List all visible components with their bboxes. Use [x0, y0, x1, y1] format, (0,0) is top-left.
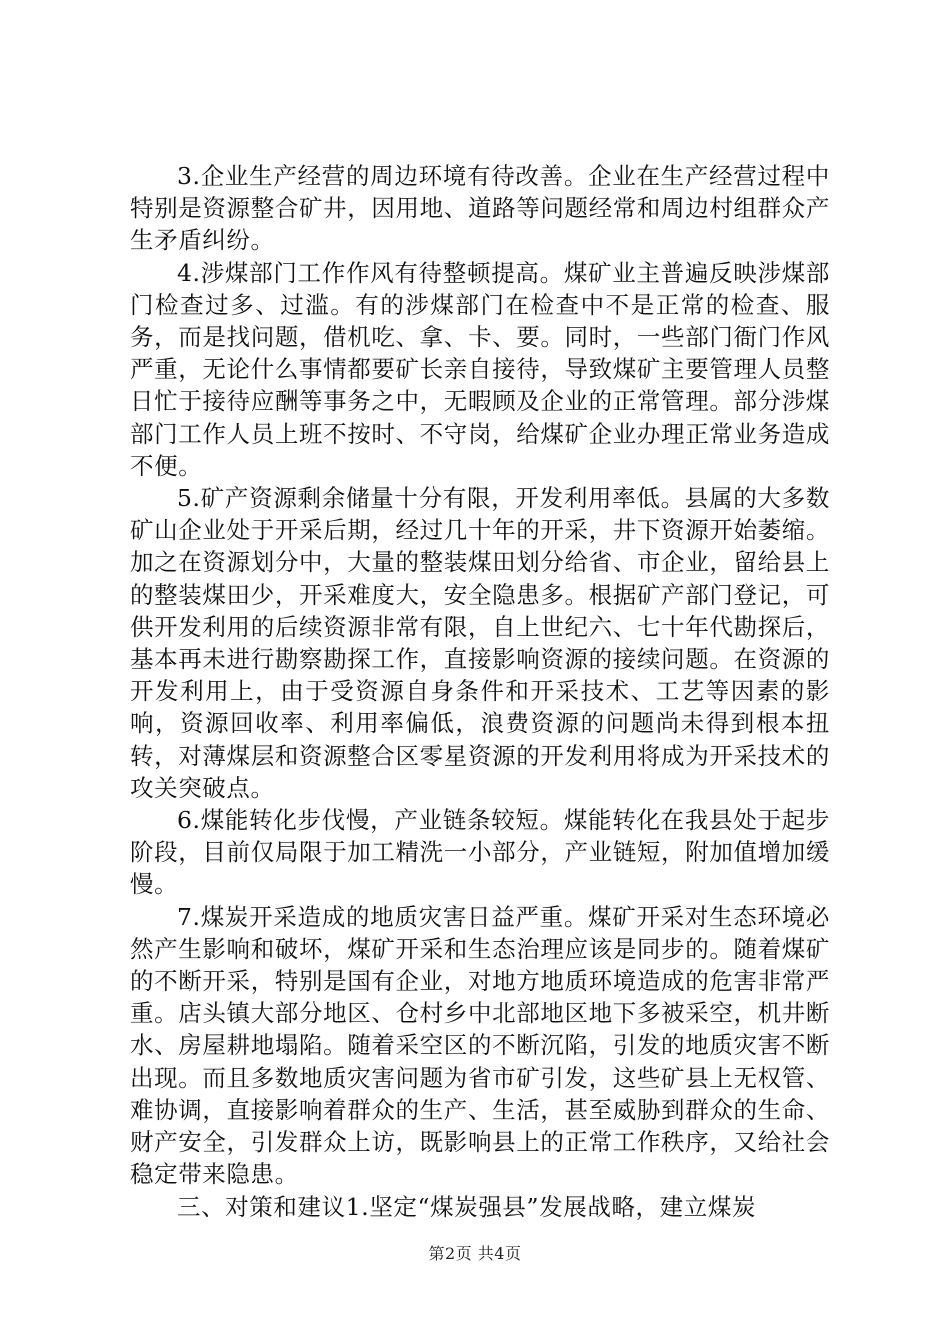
paragraph-section-3: 三、对策和建议1.坚定“煤炭强县”发展战略，建立煤炭 [177, 1192, 757, 1221]
paragraph-6: 6.煤能转化步伐慢，产业链条较短。煤能转化在我县处于起步阶段，目前仅局限于加工精洗一小部分，产业链短，附加值增加缓慢。 [130, 806, 830, 899]
page-footer: 第2页 共4页 [428, 1244, 522, 1263]
paragraph-3: 3.企业生产经营的周边环境有待改善。企业在生产经营过程中特别是资源整合矿井，因用地、道路等问题经常和周边村组群众产生矛盾纠纷。 [130, 162, 830, 255]
paragraph-5: 5.矿产资源剩余储量十分有限，开发利用率低。县属的大多数矿山企业处于开采后期，经过几十年的开采，井下资源开始萎缩。加之在资源划分中，大量的整装煤田划分给省、市企业，留给县上的整装煤田少，开采难度大，安全隐患多。根据矿产部门登记，可供开发利用的后续资源非常有限，自上世纪六、七十年代勘探后，基本再未进行勘察勘探工作，直接影响资源的接续问题。在资源的开发利用上，由于受资源自身条件和开采技术、工艺等因素的影响，资源回收率、利用率偏低，浪费资源的问题尚未得到根本扭转，对薄煤层和资源整合区零星资源的开发利用将成为开采技术的攻关突破点。 [130, 484, 830, 802]
paragraph-4: 4.涉煤部门工作作风有待整顿提高。煤矿业主普遍反映涉煤部门检查过多、过滥。有的涉煤部门在检查中不是正常的检查、服务，而是找问题，借机吃、拿、卡、要。同时，一些部门衙门作风严重，无论什么事情都要矿长亲自接待，导致煤矿主要管理人员整日忙于接待应酬等事务之中，无暇顾及企业的正常管理。部分涉煤部门工作人员上班不按时、不守岗，给煤矿企业办理正常业务造成不便。 [130, 258, 830, 480]
paragraph-7: 7.煤炭开采造成的地质灾害日益严重。煤矿开采对生态环境必然产生影响和破坏，煤矿开采和生态治理应该是同步的。随着煤矿的不断开采，特别是国有企业，对地方地质环境造成的危害非常严重。店头镇大部分地区、仓村乡中北部地区地下多被采空，机井断水、房屋耕地塌陷。随着采空区的不断沉陷，引发的地质灾害不断出现。而且多数地质灾害问题为省市矿引发，这些矿县上无权管、难协调，直接影响着群众的生产、生活，甚至威胁到群众的生命、财产安全，引发群众上访，既影响县上的正常工作秩序，又给社会稳定带来隐患。 [130, 902, 830, 1189]
document-body [130, 160, 830, 1223]
